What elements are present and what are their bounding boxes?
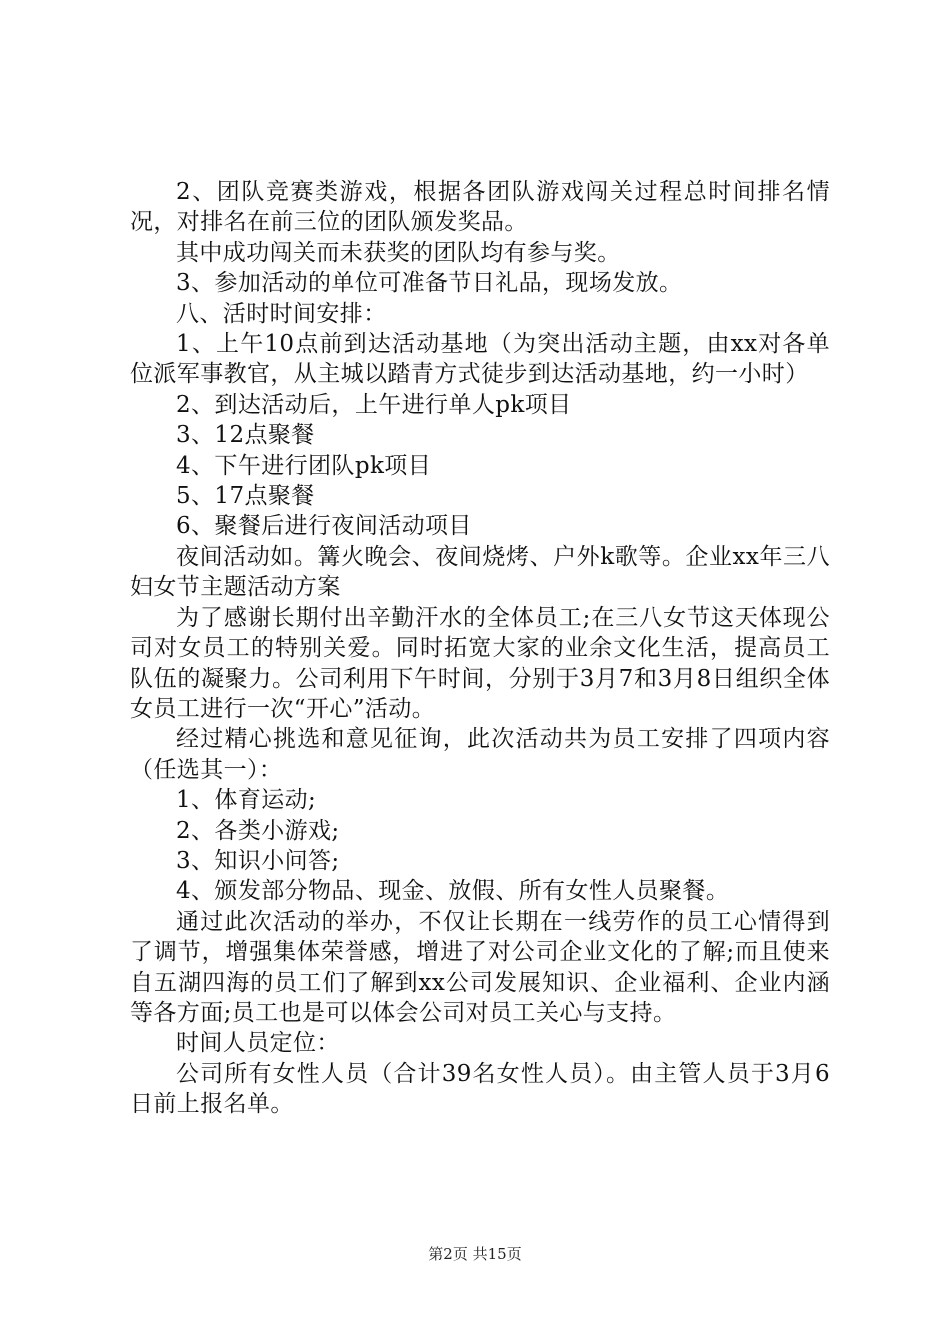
paragraph: 3、12点聚餐 [176,422,315,449]
paragraph: 通过此次活动的举办，不仅让长期在一线劳作的员工心情得到了调节，增强集体荣誉感，增进了对公司企业文化的了解;而且使来自五湖四海的员工们了解到xx公司发展知识、企业福利、企业内涵等各方面;员工也是可以体会公司对员工关心与支持。 [130,908,830,1026]
section-heading: 八、活时时间安排： [176,300,387,327]
paragraph: 经过精心挑选和意见征询，此次活动共为员工安排了四项内容（任选其一）： [130,726,830,783]
paragraph: 5、17点聚餐 [176,483,315,510]
paragraph: 2、团队竞赛类游戏，根据各团队游戏闯关过程总时间排名情况，对排名在前三位的团队颁发奖品。 [130,179,830,236]
paragraph: 其中成功闯关而未获奖的团队均有参与奖。 [176,239,621,266]
list-item: 1、体育运动; [176,787,317,814]
document-body [130,177,830,1120]
paragraph: 夜间活动如。篝火晚会、夜间烧烤、户外k歌等。企业xx年三八妇女节主题活动方案 [130,543,830,601]
paragraph: 为了感谢长期付出辛勤汗水的全体员工;在三八女节这天体现公司对女员工的特别关爱。同时拓宽大家的业余文化生活，提高员工队伍的凝聚力。公司利用下午时间，分别于3月7和3月8日组织全体女员工进行一次“开心”活动。 [130,604,830,722]
page-number-footer: 第2页 共15页 [428,1245,522,1263]
list-item: 2、各类小游戏; [176,817,340,844]
list-item: 4、颁发部分物品、现金、放假、所有女性人员聚餐。 [176,878,730,905]
paragraph: 3、参加活动的单位可准备节日礼品，现场发放。 [176,270,683,297]
paragraph: 公司所有女性人员（合计39名女性人员）。由主管人员于3月6日前上报名单。 [130,1060,830,1118]
paragraph: 1、上午10点前到达活动基地（为突出活动主题，由xx对各单位派军事教官，从主城以踏青方式徒步到达活动基地，约一小时） [130,331,830,388]
paragraph: 2、到达活动后，上午进行单人pk项目 [176,391,572,418]
paragraph: 4、下午进行团队pk项目 [176,452,432,479]
section-heading: 时间人员定位： [176,1030,340,1057]
paragraph: 6、聚餐后进行夜间活动项目 [176,513,472,540]
list-item: 3、知识小问答; [176,847,340,874]
